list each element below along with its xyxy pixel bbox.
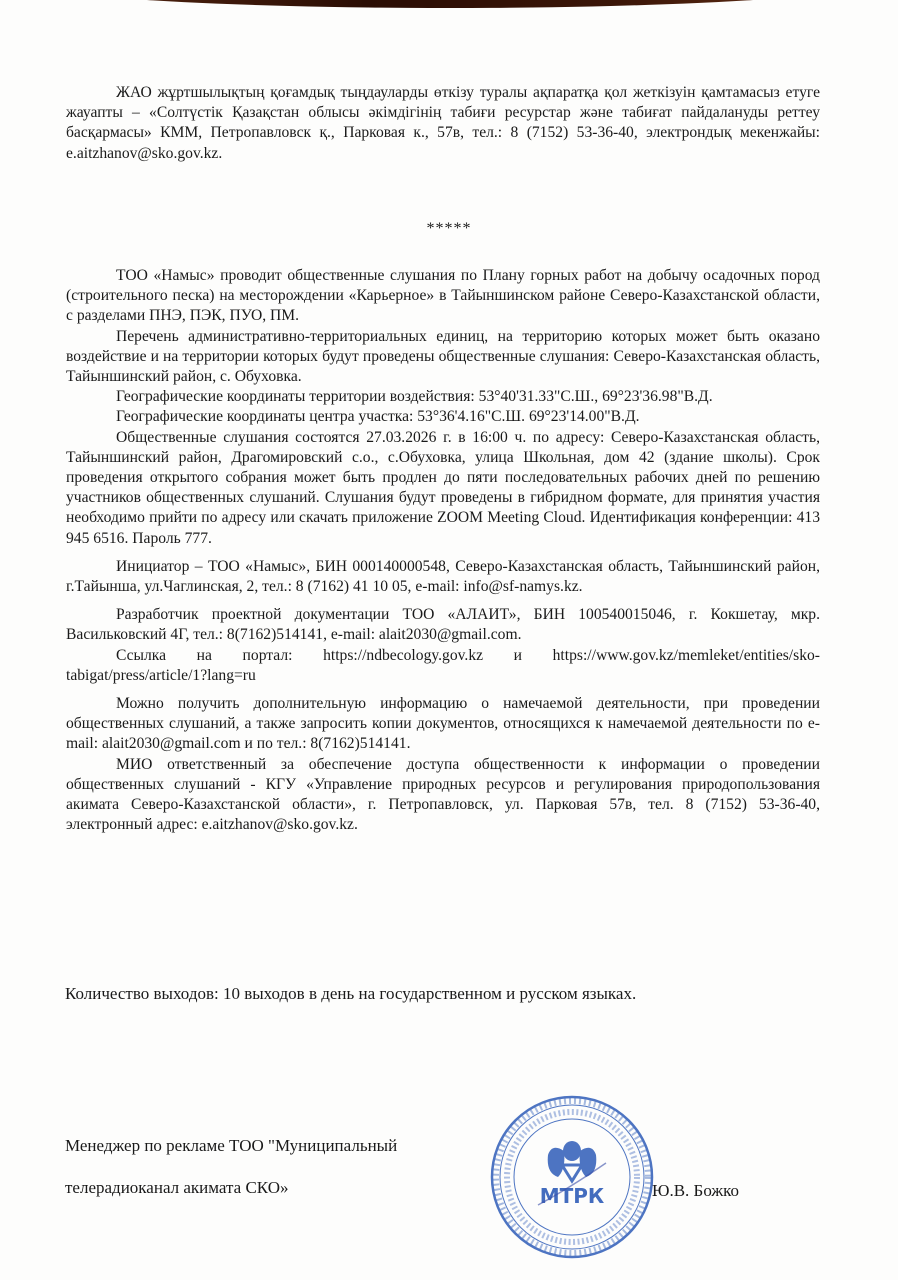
paragraph-hearing-details: Общественные слушания состоятся 27.03.2026 г. в 16:00 ч. по адресу: Северо-Казахстанская область, Тайыншинский район, Драгомировский с.о., с.Обуховка, улица Школьная, дом 42 (здание школы). Срок проведения открытого собрания может быть продлен до пяти последовательных рабочих дней по решению участников общественных слушаний. Слушания будут проведены в гибридном формате, для принятия участия необходимо прийти по адресу или скачать приложение ZOOM Meeting Cloud. Идентификация конференции: 413 945 6516. Пароль 777.: [66, 428, 820, 547]
paragraph-additional-info: Можно получить дополнительную информацию о намечаемой деятельности, при проведении общественных слушаний, а также запросить копии документов, относящихся к намечаемой деятельности по e-mail: alait2030@gmail.com и по тел.: 8(7162)514141.: [66, 695, 820, 753]
paragraph-impact-coordinates: Географические координаты территории воздействия: 53°40'31.33"С.Ш., 69°23'36.98"В.Д.: [116, 388, 713, 406]
broadcast-count: Количество выходов: 10 выходов в день на государственном и русском языках.: [65, 984, 637, 1003]
signatory-title-line2: телерадиоканал акимата СКО»: [65, 1178, 289, 1197]
paragraph-responsible-body: МИО ответственный за обеспечение доступа общественности к информации о проведении общественных слушаний - КГУ «Управление природных ресурсов и регулирования природопользования акимата Северо-Казахстанской области», г. Петропавловск, ул. Парковая 57в, тел. 8 (7152) 53-36-40, электронный адрес: e.aitzhanov@sko.gov.kz.: [66, 755, 820, 834]
paragraph-center-coordinates: Географические координаты центра участка: 53°36'4.16"С.Ш. 69°23'14.00"В.Д.: [116, 408, 640, 426]
separator: *****: [426, 220, 472, 237]
kazakh-notice: [66, 83, 820, 164]
kazakh-notice-text: ЖАО жұртшылықтың қоғамдық тыңдауларды өткізу туралы ақпаратқа қол жеткізуін қамтамасыз етуге жауапты – «Солтүстік Қазақстан облысы әкімдігінің табиғи ресурстар және табиғат пайдалануды реттеу басқармасы» КММ, Петропавловск қ., Парковая к., 57в, тел.: 8 (7152) 53-36-40, электрондық мекенжайы: e.aitzhanov@sko.gov.kz.: [66, 84, 820, 162]
company-stamp: [488, 1093, 656, 1261]
paragraph-announcement: ТОО «Намыс» проводит общественные слушания по Плану горных работ на добычу осадочных пород (строительного песка) на месторождении «Карьерное» в Тайыншинском районе Северо-Казахстанской области, с разделами ПНЭ, ПЭК, ПУО, ПМ.: [66, 267, 820, 325]
signatory-title-line1: Менеджер по рекламе ТОО "Муниципальный: [65, 1136, 398, 1155]
scan-top-edge: [30, 0, 870, 8]
stamp-label: МТРК: [539, 1184, 605, 1208]
paragraph-developer: Разработчик проектной документации ТОО «АЛАИТ», БИН 100540015046, г. Кокшетау, мкр. Васильковский 4Г, тел.: 8(7162)514141, e-mail: alait2030@gmail.com.: [66, 606, 820, 644]
paragraph-initiator: Инициатор – ТОО «Намыс», БИН 000140000548, Северо-Казахстанская область, Тайыншинский район, г.Тайынша, ул.Чаглинская, 2, тел.: 8 (7162) 41 10 05, e-mail: info@sf-namys.kz.: [66, 557, 820, 596]
russian-notice: [66, 266, 820, 835]
paragraph-territories: Перечень административно-территориальных единиц, на территорию которых может быть оказано воздействие и на территории которых будут проведены общественные слушания: Северо-Казахстанская область, Тайыншинский район, с. Обуховка.: [66, 327, 820, 386]
paragraph-portal-links: Ссылка на портал: https://ndbecology.gov.kz и https://www.gov.kz/memleket/entities/sko-tabigat/press/article/1?lang=ru: [66, 646, 820, 684]
signatory-name: Ю.В. Божко: [652, 1181, 740, 1200]
